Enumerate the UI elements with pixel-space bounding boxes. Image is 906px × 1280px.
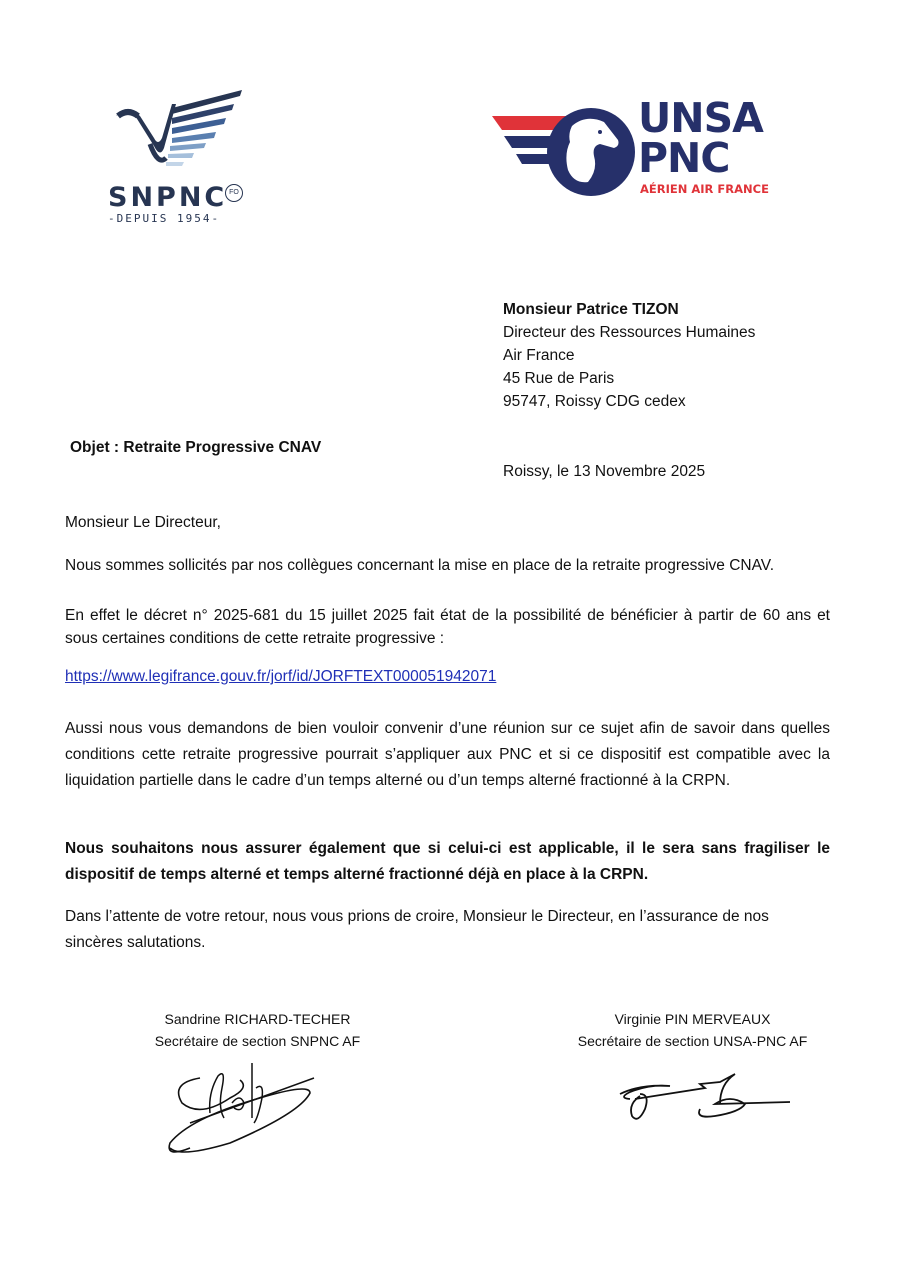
letter-date: Roissy, le 13 Novembre 2025 xyxy=(503,463,706,480)
signatory-left xyxy=(130,1008,385,1052)
unsa-pnc-logo xyxy=(490,94,790,199)
signatory-right-name: Virginie PIN MERVEAUX xyxy=(614,1011,771,1027)
body-paragraph-4: Nous souhaitons nous assurer également que si celui-ci est applicable, il le sera sans fragiliser le dispositif de temps alterné et temps alterné fractionné déjà en place à la CRPN. xyxy=(65,840,830,883)
signature-right-icon xyxy=(610,1064,800,1134)
snpnc-logo-name: SNPNC xyxy=(108,182,228,213)
letter-salutation: Monsieur Le Directeur, xyxy=(65,514,221,531)
signatory-right-role: Secrétaire de section UNSA-PNC AF xyxy=(577,1033,808,1049)
signatory-left-name: Sandrine RICHARD-TECHER xyxy=(164,1011,351,1027)
recipient-address xyxy=(503,298,863,413)
unsa-horse-icon xyxy=(490,104,640,199)
recipient-title: Directeur des Ressources Humaines xyxy=(503,324,756,341)
signature-left-icon xyxy=(160,1058,330,1163)
snpnc-logo xyxy=(104,86,254,231)
snpnc-fo-badge: FO xyxy=(225,184,243,202)
recipient-city: 95747, Roissy CDG cedex xyxy=(503,393,686,410)
recipient-company: Air France xyxy=(503,347,575,364)
body-paragraph-2: En effet le décret n° 2025-681 du 15 juillet 2025 fait état de la possibilité de bénéficier à partir de 60 ans et sous certaines conditions de cette retraite progressive : xyxy=(65,607,830,647)
snpnc-wing-icon xyxy=(110,86,250,178)
signatory-right xyxy=(555,1008,830,1052)
unsa-logo-subtitle: AÉRIEN AIR FRANCE xyxy=(640,182,769,196)
legifrance-link[interactable]: https://www.legifrance.gouv.fr/jorf/id/JORFTEXT000051942071 xyxy=(65,668,497,685)
body-paragraph-3: Aussi nous vous demandons de bien vouloir convenir d’une réunion sur ce sujet afin de savoir dans quelles conditions cette retraite progressive pourrait s’appliquer aux PNC et si ce dispositif est compatible avec la liquidation partielle dans le cadre d’un temps alterné ou d’un temps alterné fractionné à la CRPN. xyxy=(65,720,830,789)
body-paragraph-5: Dans l’attente de votre retour, nous vous prions de croire, Monsieur le Directeur, en l’assurance de nos sincères salutations. xyxy=(65,908,769,951)
signatory-left-role: Secrétaire de section SNPNC AF xyxy=(154,1033,361,1049)
recipient-name: Monsieur Patrice TIZON xyxy=(503,301,679,318)
body-paragraph-1: Nous sommes sollicités par nos collègues concernant la mise en place de la retraite progressive CNAV. xyxy=(65,557,775,574)
letter-subject: Objet : Retraite Progressive CNAV xyxy=(70,439,322,456)
unsa-logo-line1: UNSA xyxy=(638,94,763,142)
recipient-street: 45 Rue de Paris xyxy=(503,370,615,387)
unsa-logo-line2: PNC xyxy=(638,134,730,182)
snpnc-logo-tagline: -DEPUIS 1954- xyxy=(108,212,221,225)
